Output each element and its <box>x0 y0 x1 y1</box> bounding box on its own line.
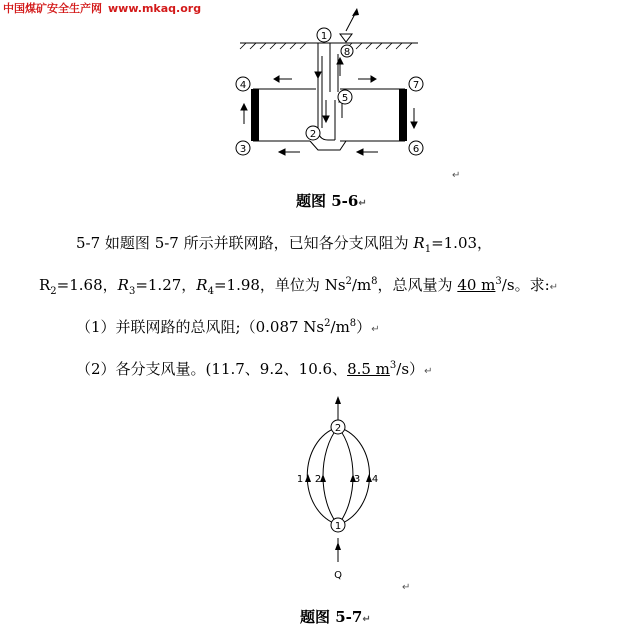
watermark-url: www.mkaq.org <box>108 2 202 15</box>
node-1-label: 1 <box>320 31 328 42</box>
problem-line-1: 5-7 如题图 5-7 所示并联网路，已知各分支风阻为 $R_1=1.03$， <box>76 234 493 255</box>
para-mark: ↵ <box>452 170 461 181</box>
node-4-label: 4 <box>239 80 247 91</box>
node-5-label: 5 <box>341 93 349 104</box>
branch-2-label: 2 <box>314 474 322 485</box>
para-mark: ↵ <box>402 582 411 592</box>
question-2: （2）各分支风量。(11.7、9.2、10.6、8.5 $m^3/s)↵$ <box>76 360 433 378</box>
node-3-label: 3 <box>239 144 247 155</box>
branch-3-label: 3 <box>353 474 361 485</box>
figure-5-7-caption: 题图 5-7↵ <box>300 608 371 626</box>
branch-4-label: 4 <box>371 474 379 485</box>
node-8-label: 8 <box>343 47 351 58</box>
problem-line-2: $R_2=1.68$，$R_3=1.27$，$R_4=1.98$，单位为 $Ns^2/m^8$，总风量为 40 $m^3/s$。求:↵ <box>39 276 559 297</box>
branch-1-label: 1 <box>296 474 304 485</box>
watermark-site: 中国煤矿安全生产网 <box>3 2 102 15</box>
node-bottom-label: 1 <box>334 521 342 532</box>
figure-5-6 <box>0 0 626 190</box>
figure-5-6-caption: 题图 5-6↵ <box>296 192 367 210</box>
node-7-label: 7 <box>412 80 420 91</box>
figure-5-7 <box>0 392 626 592</box>
flow-q-label: Q <box>334 570 342 581</box>
node-top-label: 2 <box>334 423 342 434</box>
node-2-label: 2 <box>309 129 317 140</box>
node-6-label: 6 <box>412 144 420 155</box>
question-1: （1）并联网路的总风阻;（0.087 $Ns^2/m^8)↵$ <box>76 318 380 336</box>
